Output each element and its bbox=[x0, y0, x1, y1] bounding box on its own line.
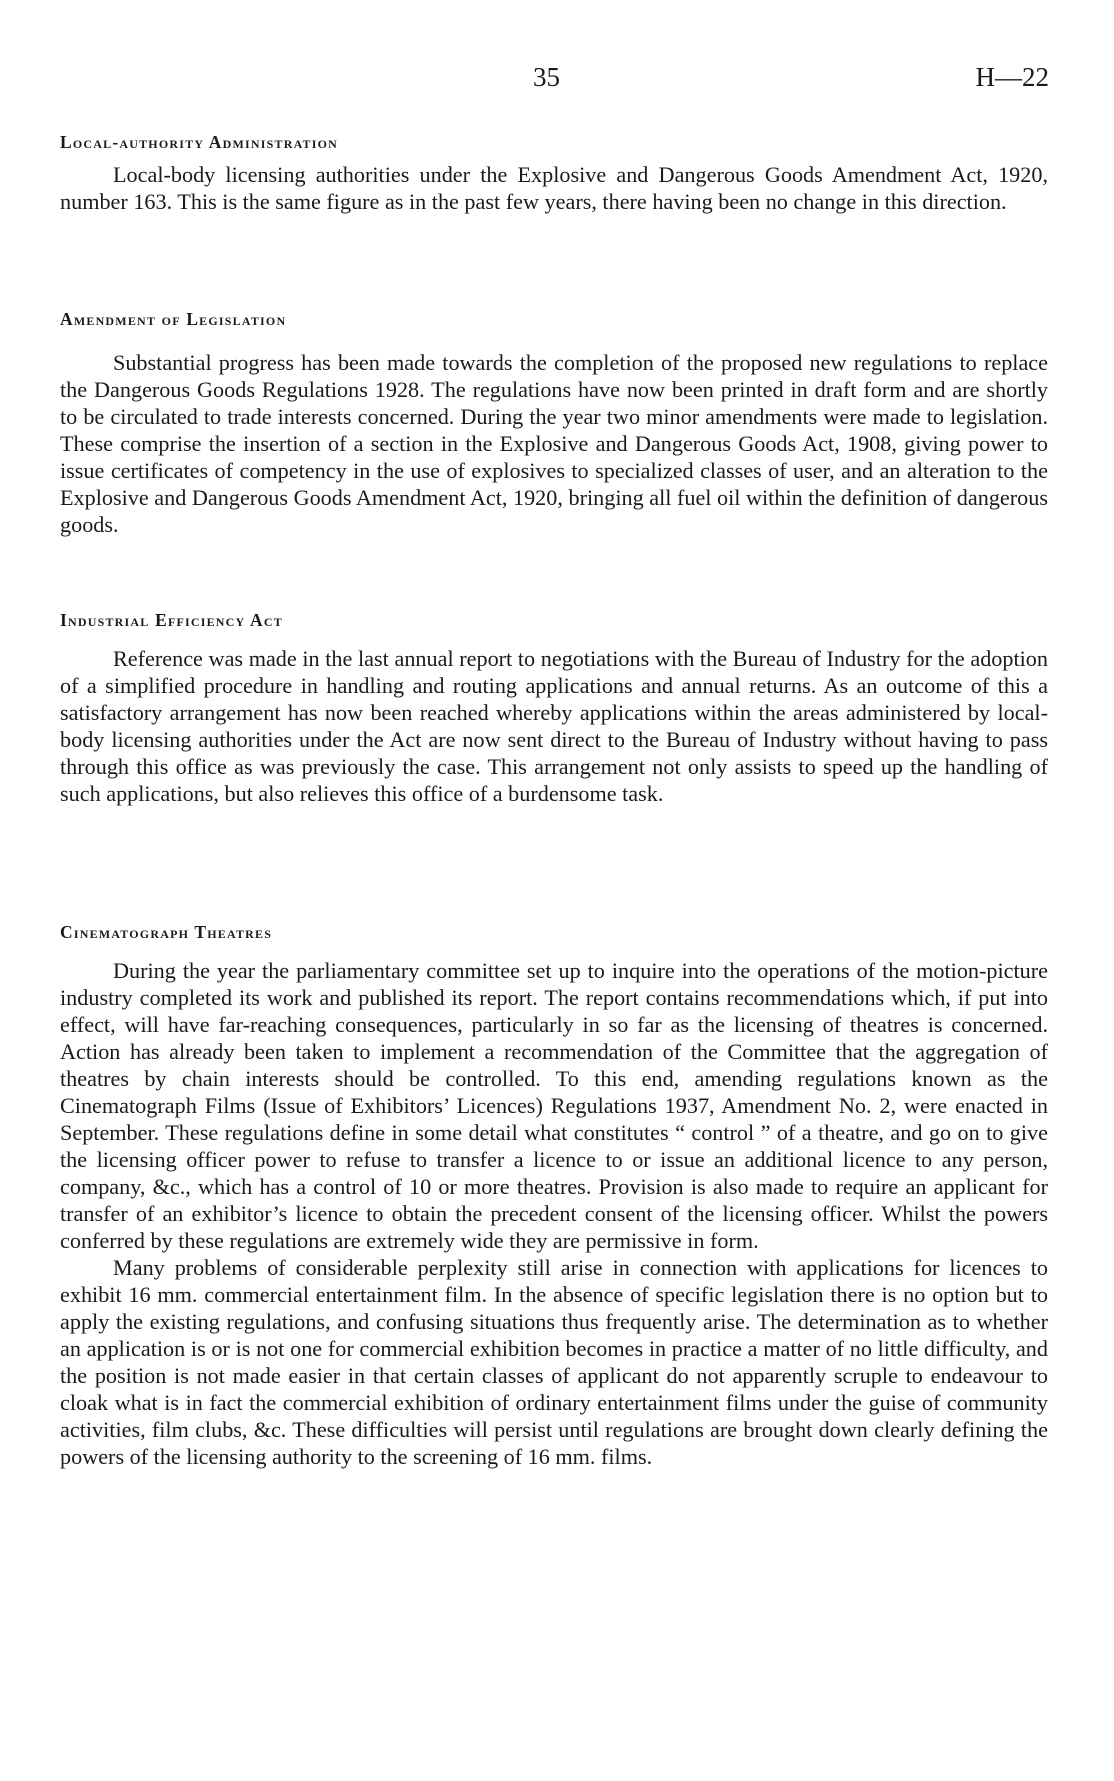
section-heading: Industrial Efficiency Act bbox=[60, 610, 283, 630]
section-local-authority-administration bbox=[60, 132, 1048, 215]
running-head bbox=[60, 62, 1048, 106]
paragraph: Many problems of considerable perplexity still arise in connection with applications for licences to exhibit 16 mm. commercial entertainment film. In the absence of specific legislation there is no option but to apply the existing regulations, and confusing situations thus frequently arise. The determination as to whether an application is or is not one for commercial exhibition becomes in practice a matter of no little difficulty, and the position is not made easier in that certain classes of applicant do not apparently scruple to endeavour to cloak what is in fact the commercial exhibition of ordinary entertainment films under the guise of community activities, film clubs, &c. These difficulties will persist until regulations are brought down clearly defining the powers of the licensing authority to the screening of 16 mm. films. bbox=[60, 1255, 1048, 1469]
section-amendment-of-legislation bbox=[60, 309, 1048, 538]
section-cinematograph-theatres bbox=[60, 922, 1048, 1470]
document-reference: H—22 bbox=[975, 62, 1049, 92]
paragraph: During the year the parliamentary committee set up to inquire into the operations of the motion-picture industry completed its work and published its report. The report contains recommendations which, if put into effect, will have far-reaching consequences, particularly in so far as the licensing of theatres is concerned. Action has already been taken to implement a recommendation of the Committee that the aggregation of theatres by chain interests should be controlled. To this end, amending regulations known as the Cinematograph Films (Issue of Exhibitors’ Licences) Regulations 1937, Amendment No. 2, were enacted in September. These regulations define in some detail what constitutes “ control ” of a theatre, and go on to give the licensing officer power to refuse to transfer a licence to or issue an additional licence to any person, company, &c., which has a control of 10 or more theatres. Provision is also made to require an applicant for transfer of an exhibitor’s licence to obtain the precedent consent of the licensing officer. Whilst the powers conferred by these regulations are extremely wide they are permissive in form. bbox=[60, 958, 1048, 1253]
section-heading: Local-authority Administration bbox=[60, 132, 339, 152]
section-heading: Amendment of Legislation bbox=[60, 309, 287, 329]
section-industrial-efficiency-act bbox=[60, 610, 1048, 807]
section-heading: Cinematograph Theatres bbox=[60, 922, 273, 942]
paragraph: Local-body licensing authorities under the Explosive and Dangerous Goods Amendment Act, 1920, number 163. This is the same figure as in the past few years, there having been no change in this direction. bbox=[60, 162, 1048, 214]
document-page bbox=[60, 62, 1049, 1469]
paragraph: Reference was made in the last annual report to negotiations with the Bureau of Industry for the adoption of a simplified procedure in handling and routing applications and annual returns. As an outcome of this a satisfactory arrangement has now been reached whereby applications within the areas administered by local-body licensing authorities under the Act are now sent direct to the Bureau of Industry without having to pass through this office as was previously the case. This arrangement not only assists to speed up the handling of such applications, but also relieves this office of a burdensome task. bbox=[60, 646, 1048, 806]
page-number: 35 bbox=[533, 62, 560, 92]
paragraph: Substantial progress has been made towards the completion of the proposed new regulations to replace the Dangerous Goods Regulations 1928. The regulations have now been printed in draft form and are shortly to be circulated to trade interests concerned. During the year two minor amendments were made to legislation. These comprise the insertion of a section in the Explosive and Dangerous Goods Act, 1908, giving power to issue certificates of competency in the use of explosives to specialized classes of user, and an alteration to the Explosive and Dangerous Goods Amendment Act, 1920, bringing all fuel oil within the definition of dangerous goods. bbox=[60, 350, 1048, 537]
